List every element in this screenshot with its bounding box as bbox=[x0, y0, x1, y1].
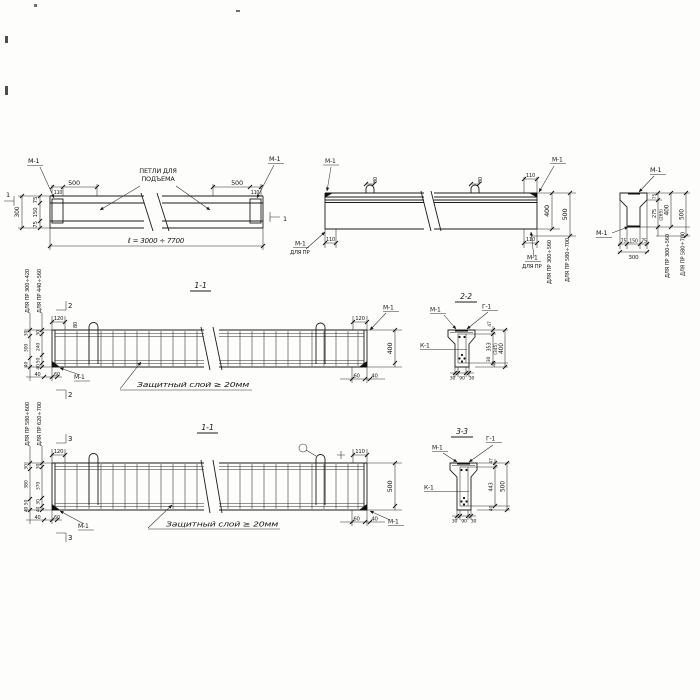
elev-m1-br-label: М-1 bbox=[527, 254, 538, 262]
cage500-range-2: ДЛЯ ПР 620÷700 bbox=[37, 401, 43, 447]
sec22-title: 2-2 bbox=[460, 292, 472, 301]
sec22-dim-90: 90 bbox=[459, 376, 465, 382]
sec22-dim-30b: 30 bbox=[468, 376, 475, 382]
sec33-dim-90: 90 bbox=[461, 519, 467, 525]
plan-dim-length: ℓ = 3000 ÷ 7700 bbox=[127, 237, 185, 245]
sec33-dim-47: 47 bbox=[489, 458, 495, 464]
cage500-longitudinal-bars bbox=[55, 467, 364, 507]
cage500-extension-lines bbox=[24, 446, 402, 526]
cage400-m1-tr-label: М-1 bbox=[383, 304, 394, 312]
cage500-detail-leader bbox=[306, 450, 316, 456]
cage400-section-2-top: 2 bbox=[68, 302, 73, 310]
plan-section-1-right: 1 bbox=[283, 215, 287, 223]
cage500-ldim-b4: 40 bbox=[36, 506, 42, 513]
cage500-dim-lines bbox=[26, 455, 395, 522]
beam-cross-section bbox=[596, 166, 690, 278]
tsection-m1-bot-label: М-1 bbox=[596, 229, 608, 237]
elevation-view bbox=[290, 157, 576, 285]
cage400-cover-note: Защитный слой ≥ 20мм bbox=[137, 381, 251, 389]
cage500-dim-120-left: 120 bbox=[53, 449, 64, 455]
elev-m1-tl-label: М-1 bbox=[325, 158, 336, 165]
sec33-profile bbox=[450, 463, 477, 510]
sec22-dim-30v: 30 bbox=[487, 356, 492, 363]
cage500-ldim-h40: 40 bbox=[34, 515, 41, 521]
tsection-range-400: ДЛЯ ПР 300÷560 bbox=[665, 233, 671, 279]
scan-artifacts bbox=[5, 4, 240, 95]
cage500-ldim-h60: 60 bbox=[54, 515, 60, 521]
plan-m1-right-label: М-1 bbox=[269, 155, 281, 163]
cage500-stirrups bbox=[65, 464, 358, 509]
elev-dim-400: 400 bbox=[543, 205, 551, 217]
cage400-dim-60: 60 bbox=[353, 373, 360, 380]
tsection-dim-265: (265) bbox=[659, 209, 665, 221]
plan-callout-underlines bbox=[27, 164, 284, 166]
cage400-m1-bl-label: М-1 bbox=[74, 374, 85, 381]
section-3-3 bbox=[424, 427, 510, 525]
sec33-rebar-dots bbox=[460, 469, 467, 506]
elev-m1-bl-leader bbox=[306, 232, 325, 249]
cage400-hook-dim-80: 80 bbox=[73, 322, 79, 328]
sec22-m1-leader bbox=[444, 315, 456, 329]
plan-dim-500-right: 500 bbox=[231, 179, 243, 187]
sec33-stirrup bbox=[460, 467, 468, 506]
cage500-detail-bubble bbox=[299, 444, 307, 452]
cage400-dim-ticks bbox=[28, 320, 397, 381]
cage400-ldim-h60: 60 bbox=[54, 372, 60, 378]
tsection-m1-top-leader bbox=[639, 176, 654, 192]
sec33-m1-label: М-1 bbox=[432, 444, 443, 452]
plan-loops-leader-right bbox=[176, 186, 210, 210]
elev-lifting-hooks bbox=[366, 185, 479, 193]
elev-dlya-pr-bl: ДЛЯ ПР bbox=[290, 250, 310, 256]
sec33-dim-30a: 30 bbox=[451, 519, 458, 525]
sec33-g1-label: Г-1 bbox=[486, 435, 496, 443]
plan-loops-leader-left bbox=[100, 186, 140, 210]
cage500-title: 1-1 bbox=[201, 423, 214, 432]
cage400-extension-lines bbox=[24, 313, 402, 383]
plan-section-1-left: 1 bbox=[6, 191, 10, 199]
plan-m1-left-label: М-1 bbox=[28, 157, 40, 165]
section-2-2 bbox=[420, 292, 508, 382]
elev-m1-tr-leader bbox=[539, 166, 554, 192]
sec22-m1-label: М-1 bbox=[430, 306, 441, 314]
cage500-section-3-bot: 3 bbox=[68, 534, 73, 542]
elev-dim-lines bbox=[325, 179, 570, 243]
plan-dim-75-bot: 75 bbox=[33, 221, 39, 228]
elev-m1-tl-leader bbox=[327, 167, 331, 191]
cage500-range-1: ДЛЯ ПР 580÷600 bbox=[25, 401, 31, 447]
cage400-dim-lines bbox=[26, 322, 395, 379]
elev-hook-dim-2: 80 bbox=[478, 177, 484, 183]
sec33-dim-40: 40 bbox=[489, 505, 495, 512]
tsection-dim-75-v: 75 bbox=[653, 193, 658, 200]
sec33-dim-443: 443 bbox=[488, 482, 495, 492]
cage400-dim-40: 40 bbox=[371, 373, 378, 380]
lifting-loops-label-2: ПОДЪЕМА bbox=[141, 175, 175, 183]
cage500-m1-anchor-right bbox=[359, 504, 367, 510]
cage-view-500 bbox=[24, 401, 405, 542]
plan-dim-75-top: 75 bbox=[33, 196, 39, 204]
plan-dim-110-right: 110 bbox=[250, 191, 260, 196]
tsection-profile bbox=[620, 193, 647, 227]
sec22-dim-40v: 40 bbox=[492, 361, 498, 367]
tsection-dim-300: 300 bbox=[628, 255, 639, 261]
tsection-dim-75-l: 75 bbox=[620, 239, 627, 245]
elev-dlya-pr-br: ДЛЯ ПР bbox=[522, 264, 542, 270]
elev-extension-lines bbox=[325, 177, 576, 248]
cage400-ldim-a3: 40 bbox=[24, 361, 30, 368]
cage500-ldim-a2: 380 bbox=[24, 480, 30, 489]
sec33-m1-leader bbox=[443, 453, 457, 462]
plan-dim-500-left: 500 bbox=[68, 179, 80, 187]
tsection-m1-top-label: М-1 bbox=[650, 166, 662, 174]
cage400-m1-anchor-left bbox=[52, 361, 60, 367]
cage400-dim-400: 400 bbox=[386, 342, 394, 355]
plan-m1-right-leader bbox=[257, 165, 274, 198]
cage500-m1-br-label: М-1 bbox=[388, 518, 399, 526]
cage400-callout-underlines bbox=[74, 312, 399, 391]
cage500-m1-anchor-left bbox=[52, 504, 60, 510]
sec33-title: 3-3 bbox=[456, 427, 468, 436]
plan-m1-left-leader bbox=[40, 167, 54, 198]
elev-dim-110-bl: 110 bbox=[326, 237, 335, 243]
cage500-dim-500: 500 bbox=[386, 480, 394, 493]
cage400-dim-120-right: 120 bbox=[355, 316, 365, 322]
elev-m1-bl-label: М-1 bbox=[295, 240, 306, 248]
sec22-dim-30a: 30 bbox=[449, 376, 456, 382]
cage400-ldim-b4: 40 bbox=[36, 364, 42, 370]
cage400-section-2-bot: 2 bbox=[68, 391, 73, 399]
sec33-dim-500: 500 bbox=[499, 481, 507, 492]
cage500-m1-bl-label: М-1 bbox=[78, 523, 89, 530]
plan-dim-300: 300 bbox=[14, 206, 21, 218]
cage500-dim-40: 40 bbox=[371, 516, 378, 523]
cage400-ldim-b1: 30 bbox=[36, 330, 42, 336]
cage500-section-3-top: 3 bbox=[68, 435, 73, 443]
elev-beam-outline bbox=[325, 191, 537, 231]
plan-dim-150: 150 bbox=[33, 207, 39, 218]
cage400-longitudinal-bars bbox=[55, 334, 364, 364]
tsection-dim-275: 275 bbox=[652, 209, 658, 218]
cage500-cover-note: Защитный слой ≥ 20мм bbox=[166, 520, 280, 529]
cage500-ldim-b3: 30 bbox=[36, 499, 42, 505]
cage500-ldim-b1: 30 bbox=[36, 463, 42, 470]
cage500-outline bbox=[52, 460, 367, 513]
elev-m1-tr-label: М-1 bbox=[552, 156, 563, 164]
sec22-g1-leader bbox=[467, 312, 488, 329]
cage400-ldim-h40: 40 bbox=[34, 372, 41, 378]
cage400-ldim-a2: 300 bbox=[24, 343, 30, 353]
cage500-hook-mark bbox=[337, 451, 345, 459]
plan-dim-110-left: 110 bbox=[53, 191, 63, 196]
elev-dim-ticks bbox=[323, 177, 572, 245]
cage500-dim-ticks bbox=[28, 453, 397, 524]
tsection-embed-plates bbox=[628, 194, 641, 227]
cage400-ldim-b3: 50 bbox=[36, 357, 42, 364]
sec22-k1-label: К-1 bbox=[420, 342, 430, 350]
cage400-dim-120-left: 120 bbox=[53, 316, 64, 322]
sec33-k1-label: К-1 bbox=[424, 484, 434, 492]
tsection-dim-ticks bbox=[618, 191, 688, 254]
sec22-dim-47: 47 bbox=[488, 321, 493, 327]
elev-range-400: ДЛЯ ПР 300÷560 bbox=[547, 239, 553, 285]
tsection-dim-500: 500 bbox=[678, 209, 686, 220]
cage-view-400 bbox=[24, 268, 403, 399]
cage500-ldim-a1: 30 bbox=[24, 464, 30, 470]
cage500-ldim-b2: 370 bbox=[36, 481, 42, 491]
sec33-dim-30b: 30 bbox=[470, 519, 477, 525]
cage400-ldim-b2: 240 bbox=[36, 342, 42, 352]
tsection-dim-400: 400 bbox=[663, 204, 671, 216]
cage500-dim-110-right: 110 bbox=[355, 449, 365, 455]
cage400-range-1: ДЛЯ ПР 300÷420 bbox=[25, 268, 31, 314]
cage500-ldim-a4: 40 bbox=[24, 506, 30, 513]
elev-hook-dim-1: 80 bbox=[373, 177, 379, 183]
cage400-title: 1-1 bbox=[194, 281, 207, 290]
tsection-dim-75-r: 75 bbox=[641, 239, 647, 245]
plan-beam-outline bbox=[50, 193, 263, 231]
sec22-g1-label: Г-1 bbox=[482, 303, 492, 311]
plan-section-1-marks bbox=[4, 196, 280, 222]
cage400-m1-anchor-right bbox=[359, 361, 367, 367]
tsection-dim-150: 150 bbox=[629, 239, 638, 245]
cage500-ldim-a3: 50 bbox=[24, 499, 30, 506]
elev-range-500: ДЛЯ ПР 580÷700 bbox=[565, 237, 571, 283]
cage400-ldim-a1: 30 bbox=[24, 330, 30, 337]
plan-view bbox=[4, 155, 287, 250]
cage400-m1-tr-leader bbox=[370, 313, 386, 330]
elev-dim-110-br: 110 bbox=[526, 237, 535, 243]
elev-dim-110-tr: 110 bbox=[526, 173, 535, 179]
lifting-loops-label-1: ПЕТЛИ ДЛЯ bbox=[139, 167, 177, 175]
tsection-range-500: ДЛЯ ПР 580÷700 bbox=[680, 231, 687, 277]
sec22-dim-345: (345) bbox=[494, 343, 499, 355]
elev-dim-500: 500 bbox=[561, 208, 569, 221]
cage500-dim-60: 60 bbox=[353, 516, 360, 523]
sec22-dim-353: 353 bbox=[486, 342, 493, 352]
cage400-range-2: ДЛЯ ПР 440÷560 bbox=[37, 268, 43, 314]
sec22-dim-400: 400 bbox=[498, 343, 505, 354]
